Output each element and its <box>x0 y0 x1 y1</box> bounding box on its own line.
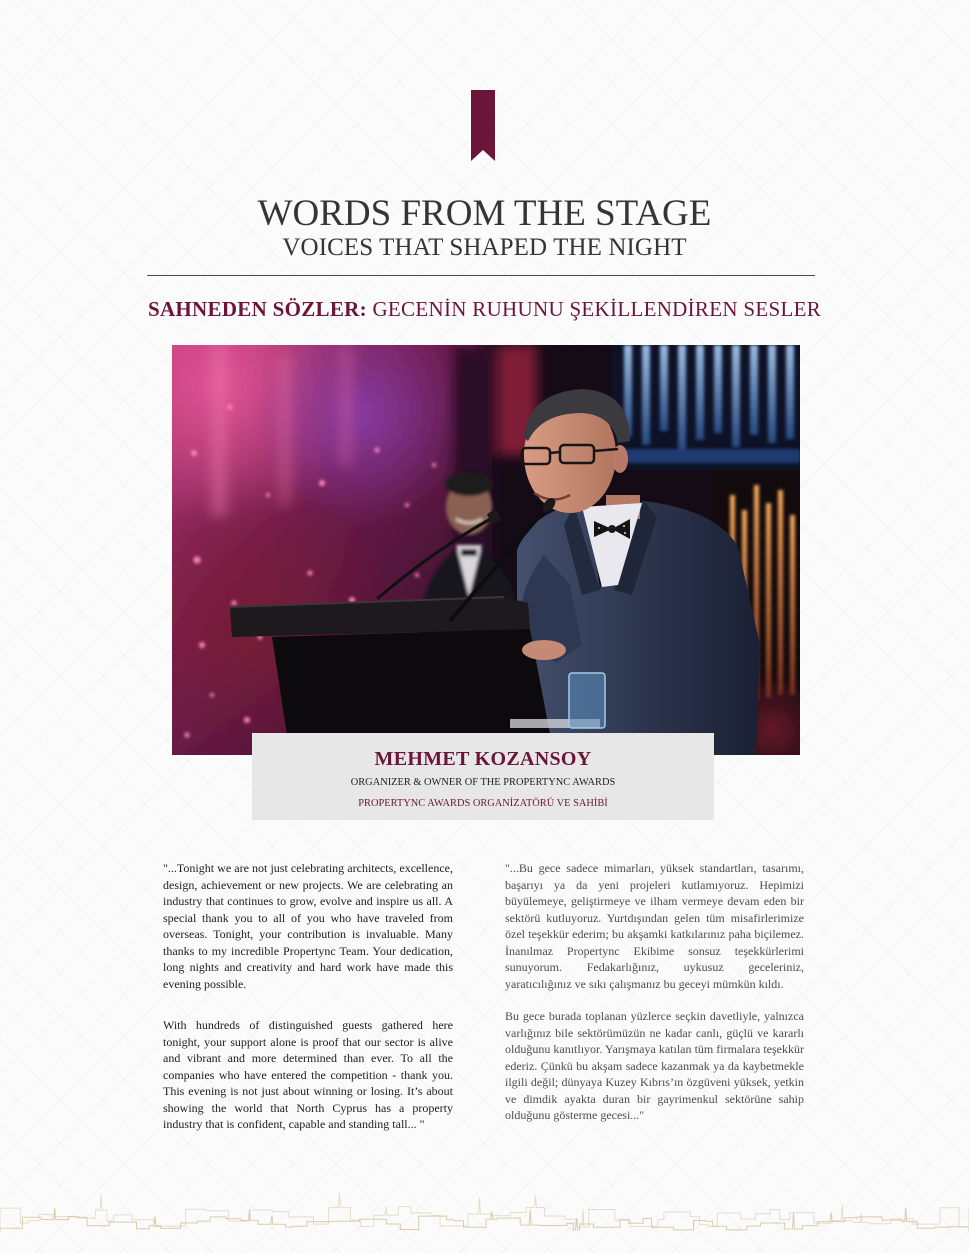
quote-english-paragraph: "...Tonight we are not just celebrating architects, excellence, design, achievement or new projects. We are celebrating an industry that continues to grow, evolve and inspire us all. A special thank you to all of you who have traveled from overseas. Tonight, your contribution is invaluable. Many thanks to my incredible Propertync Team. Your dedication, long nights and creativity and hard work have made this evening possible. <box>163 861 453 991</box>
speaker-role-english: ORGANIZER & OWNER OF THE PROPERTYNC AWARDS <box>350 777 616 788</box>
water-glass <box>569 673 605 728</box>
quote-turkish-paragraph: "...Bu gece sadece mimarları, yüksek standartları, tasarımı, başarıyı ya da yeni projeleri kutlamıyoruz. Hepimizi büyülemeye, geliştirmeye ve ilham vermeye devam eden bir sektörü kutluyoruz. Yurtdışından gelen tüm misafirlerimize özel teşekkür ederim; bu akşamki katkılarınız paha biçilemez. İnanılmaz Propertync Ekibime sonsuz teşekkürlerimi sunuyorum. Fedakarlığınız, uykusuz geceleriniz, yaratıcılığınız ve sıkı çalışmanız bu geceyi mümkün kıldı. <box>505 861 804 991</box>
turkish-heading-lead: SAHNEDEN SÖZLER: <box>147 297 367 321</box>
speaker-name: MEHMET KOZANSOY <box>374 748 592 770</box>
skyline-back-layer <box>0 1192 969 1232</box>
page-title: WORDS FROM THE STAGE <box>257 193 712 234</box>
speaker-photo <box>172 345 800 755</box>
skyline-decoration <box>0 1182 969 1238</box>
speaker-caption <box>252 733 714 820</box>
title-divider <box>147 275 815 276</box>
page-subtitle: VOICES THAT SHAPED THE NIGHT <box>282 234 687 261</box>
bookmark-ribbon-icon <box>471 90 495 161</box>
quote-english-paragraph: With hundreds of distinguished guests gathered here tonight, your support alone is proof that our sector is alive and vibrant and more determined than ever. To all the companies who have entered the competition - thank you. This evening is not just about winning or losing. It’s about showing the world that North Cyprus has a property industry that is confident, capable and standing tall... " <box>163 1018 453 1131</box>
speaker-role-turkish: PROPERTYNC AWARDS ORGANİZATÖRÜ VE SAHİBİ <box>358 798 608 809</box>
quote-turkish-paragraph: Bu gece burada toplanan yüzlerce seçkin davetliyle, yalnızca varlığınız bile sektörümüzün ne kadar canlı, güçlü ve kararlı olduğunu kanıtlıyor. Yarışmaya katılan tüm firmalara teşekkür ederiz. Çünkü bu akşam sadece kazanmak ya da kaybetmekle ilgili değil; dünyaya Kuzey Kıbrıs’ın özgüveni yüksek, yetkin ve dimdik ayakta duran bir gayrimenkul sektörüne sahip olduğunu gösterme gecesi..." <box>505 1009 804 1122</box>
turkish-heading <box>0 299 969 320</box>
speaker-hand <box>522 640 566 660</box>
turkish-heading-rest: GECENİN RUHUNU ŞEKİLLENDİREN SESLER <box>372 297 822 321</box>
